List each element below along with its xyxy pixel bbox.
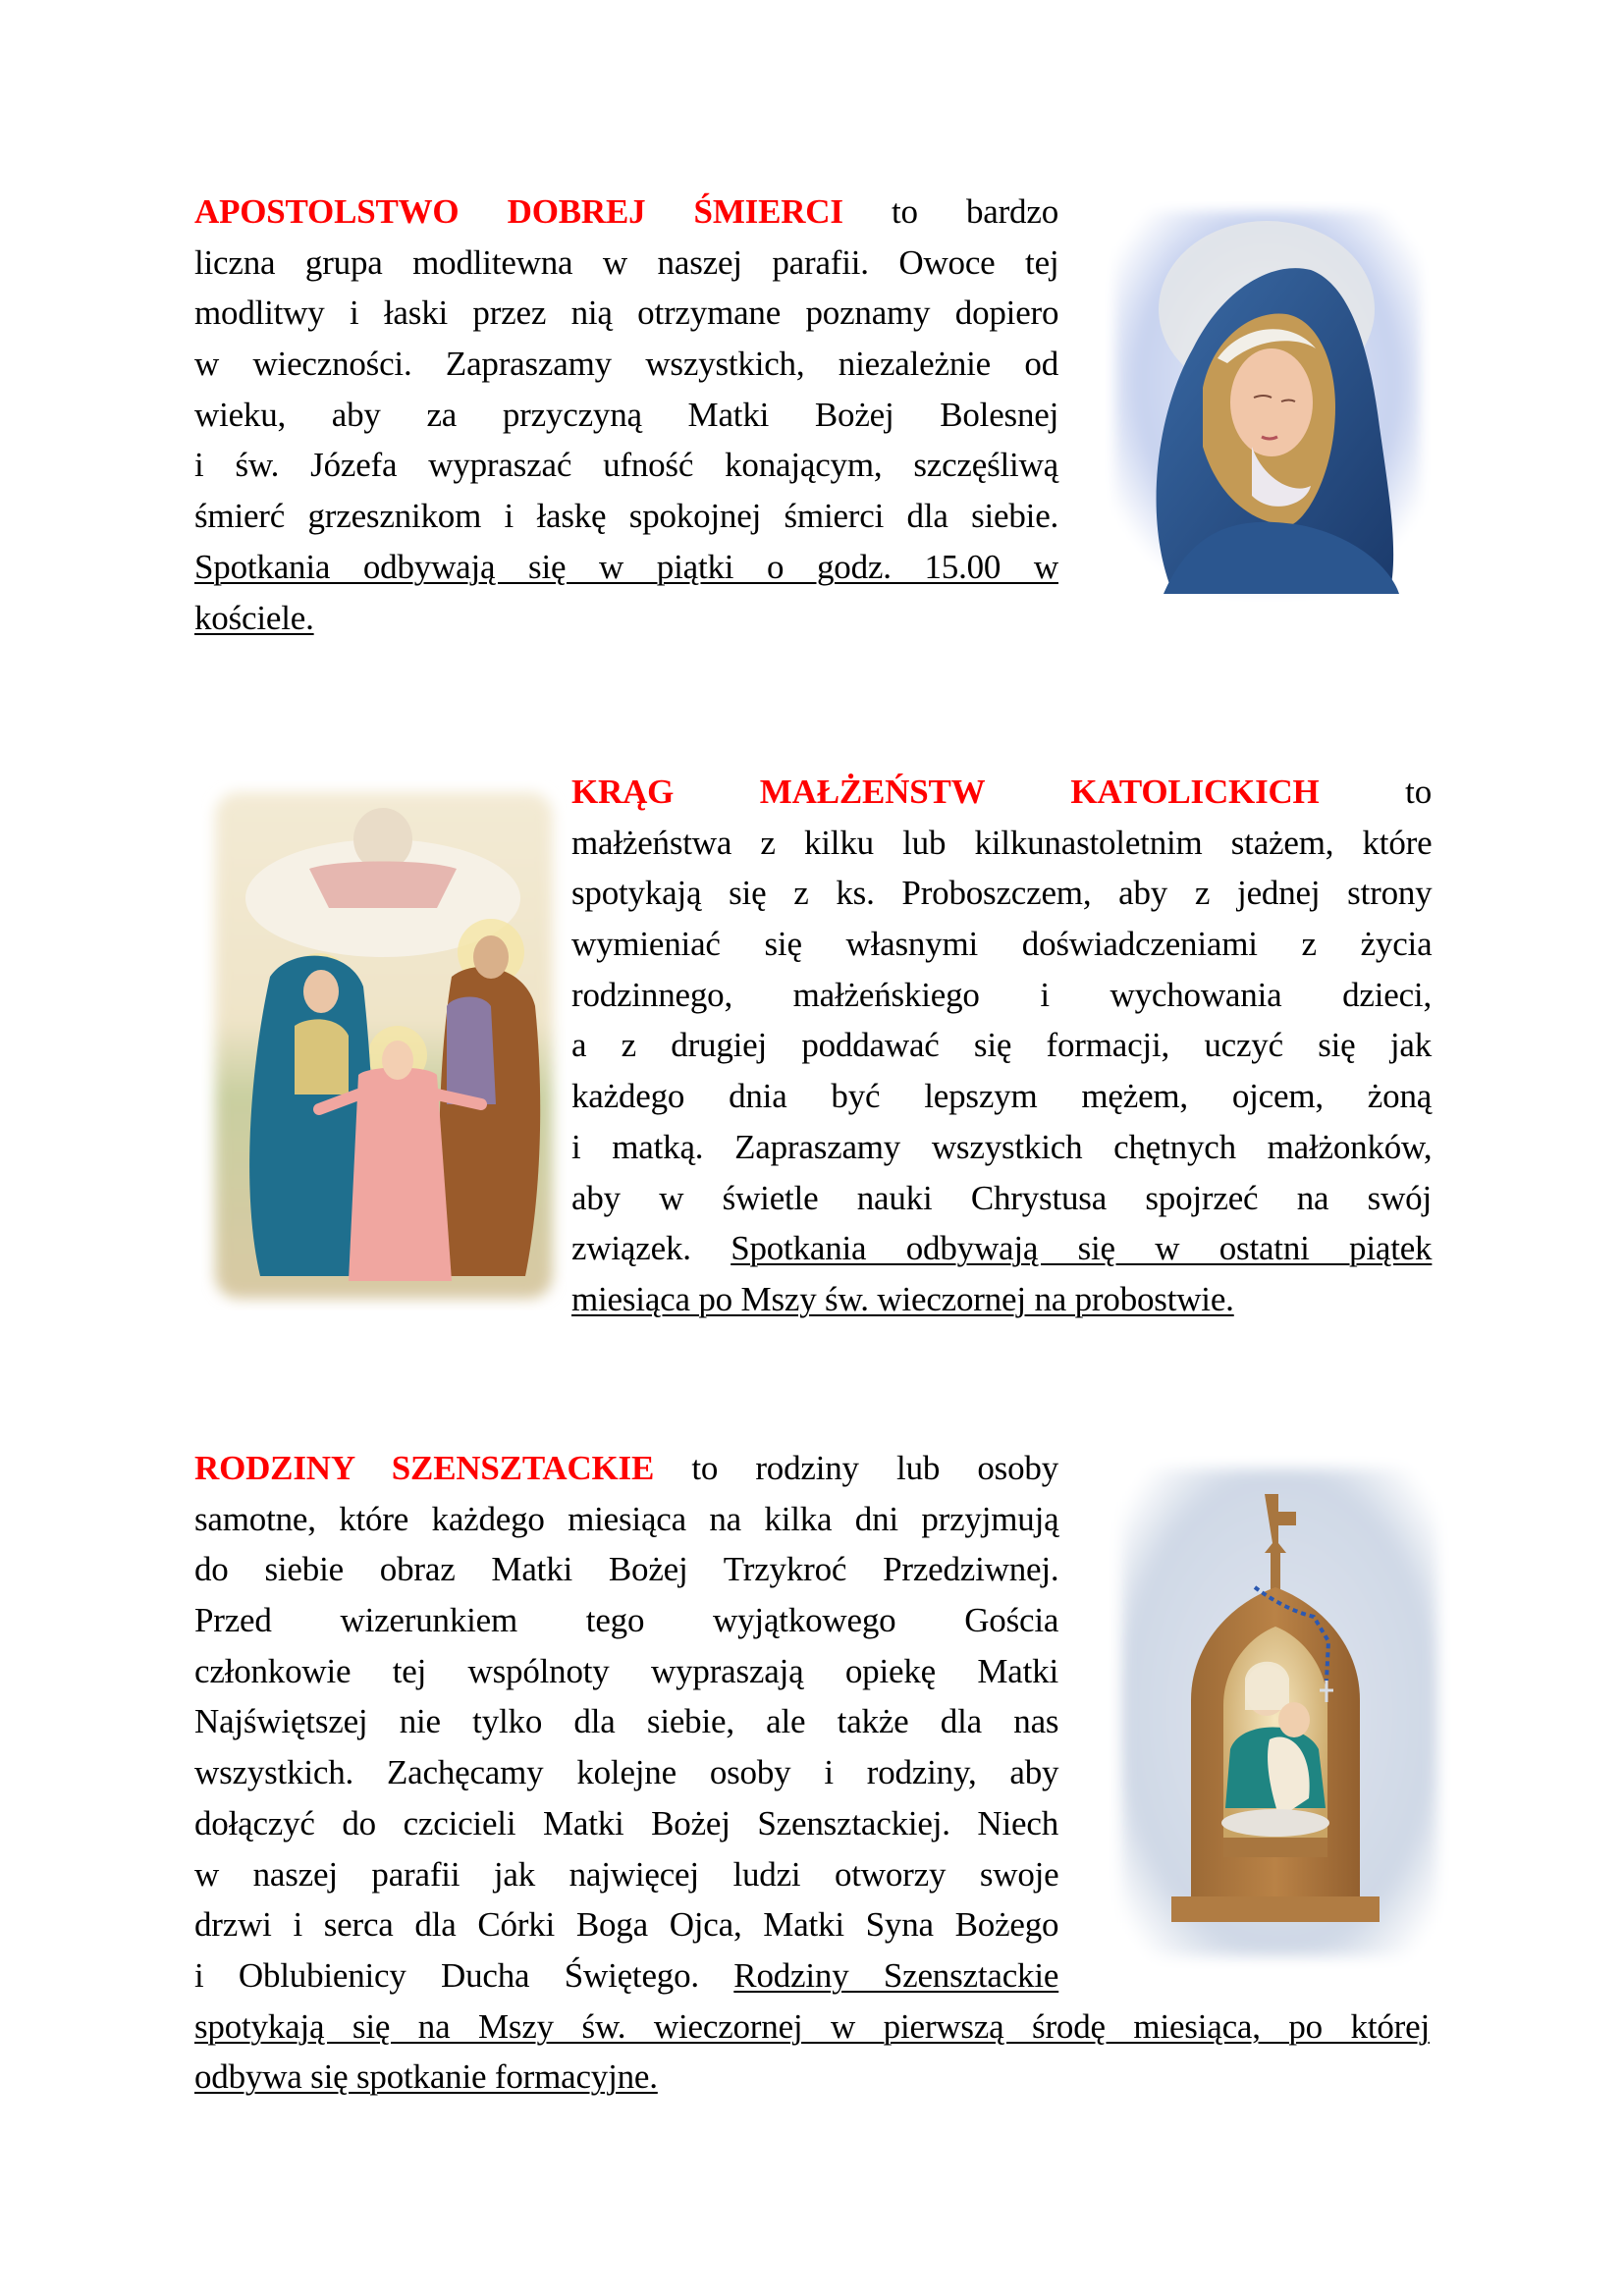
body-text: w naszej parafii jak najwięcej ludzi otworzy swoje [194,1854,1059,1894]
meeting-info-text: odbywa się spotkanie formacyjne. [194,2057,658,2097]
body-text: małżeństwa z kilku lub kilkunastoletnim stażem, które [571,823,1433,862]
body-text: modlitwy i łaski przez nią otrzymane poznamy dopiero [194,294,1059,333]
our-lady-of-sorrows-image [1105,201,1431,602]
text-line [194,1494,1058,1545]
text-line [194,440,1058,491]
section-apostolstwo-dobrej-smierci [194,187,1058,643]
body-text: aby w świetle nauki Chrystusa spojrzeć na swój [571,1178,1432,1217]
text-line [571,919,1432,970]
text-line [571,818,1432,869]
body-text: i św. Józefa wypraszać ufność konającym, szczęśliwą [194,446,1058,485]
text-line [571,1020,1432,1071]
body-text: w wieczności. Zapraszamy wszystkich, niezależnie od [194,345,1058,384]
text-line [194,491,1058,542]
body-text: dołączyć do czcicieli Matki Bożej Szensztackiej. Niech [194,1803,1058,1842]
meeting-info-text: spotykają się na Mszy św. wieczornej w pierwszą środę miesiąca, po której [194,2006,1430,2046]
body-text: Najświętszej nie tylko dla siebie, ale także dla nas [194,1702,1059,1741]
body-text: a z drugiej poddawać się formacji, uczyć się jak [571,1026,1432,1065]
text-line [194,2052,1430,2103]
text-line [194,288,1058,339]
body-text: samotne, które każdego miesiąca na kilka dni przyjmują [194,1499,1059,1538]
holy-family-image [201,780,567,1310]
body-text: Przed wizerunkiem tego wyjątkowego Gościa [194,1601,1059,1640]
our-lady-of-sorrows-icon [1105,201,1431,602]
text-line [194,2002,1430,2053]
schoenstatt-pilgrim-shrine-image [1108,1455,1451,1970]
text-line [194,1798,1058,1849]
body-text: każdego dnia być lepszym mężem, ojcem, żoną [571,1077,1433,1116]
section-heading: KRĄG MAŁŻEŃSTW KATOLICKICH [571,773,1320,811]
body-text: to rodziny lub osoby [654,1449,1058,1487]
text-line [571,1071,1432,1122]
body-text: członkowie tej wspólnoty wypraszają opiekę Matki [194,1651,1058,1690]
text-line [194,1595,1058,1646]
text-line [571,1274,1432,1325]
body-text: spotykają się z ks. Proboszczem, aby z jednej strony [571,874,1433,913]
body-text: drzwi i serca dla Córki Boga Ojca, Matki Syna Bożego [194,1905,1059,1945]
body-text: i Oblubienicy Ducha Świętego. [194,1955,734,1995]
text-line [194,1950,1058,2002]
text-line [194,1849,1058,1900]
body-text: liczna grupa modlitewna w naszej parafii. Owoce tej [194,242,1059,282]
text-line [571,1173,1432,1224]
body-text: związek. [571,1229,731,1268]
text-line [194,542,1058,593]
section-heading: APOSTOLSTWO DOBREJ ŚMIERCI [194,192,843,231]
section-krag-malzenstw-katolickich [571,767,1432,1325]
text-line [194,1899,1058,1950]
body-text: i matką. Zapraszamy wszystkich chętnych małżonków, [571,1127,1433,1166]
body-text: do siebie obraz Matki Bożej Trzykroć Przedziwnej. [194,1550,1059,1589]
section-heading: RODZINY SZENSZTACKIE [194,1449,655,1487]
text-line [194,238,1058,289]
text-line [571,767,1432,818]
text-line [571,1223,1432,1274]
text-line [571,1122,1432,1173]
meeting-info-text: Spotkania odbywają się w ostatni piątek [731,1229,1433,1268]
body-text: rodzinnego, małżeńskiego i wychowania dzieci, [571,975,1432,1014]
body-text: śmierć grzesznikom i łaskę spokojnej śmierci dla siebie. [194,497,1059,536]
text-line [194,593,1058,644]
meeting-info-text: miesiąca po Mszy św. wieczornej na probostwie. [571,1279,1234,1318]
body-text: to [1319,773,1432,811]
holy-family-icon [201,780,567,1310]
text-line [194,1646,1058,1697]
text-line [194,1443,1058,1494]
text-line [571,970,1432,1021]
schoenstatt-shrine-icon [1108,1455,1451,1970]
meeting-info-text: kościele. [194,598,314,637]
text-line [194,1544,1058,1595]
text-line [194,187,1058,238]
meeting-info-text: Rodziny Szensztackie [733,1955,1059,1995]
text-line [194,339,1058,390]
body-text: wszystkich. Zachęcamy kolejne osoby i rodziny, aby [194,1753,1059,1792]
text-line [194,1696,1058,1747]
body-text: to bardzo [842,192,1058,231]
meeting-info-text: Spotkania odbywają się w piątki o godz. 15.00 w [194,547,1058,586]
body-text: wieku, aby za przyczyną Matki Bożej Bolesnej [194,395,1059,434]
text-line [194,390,1058,441]
text-line [194,1747,1058,1798]
text-line [571,868,1432,919]
body-text: wymieniać się własnymi doświadczeniami z życia [571,925,1433,964]
